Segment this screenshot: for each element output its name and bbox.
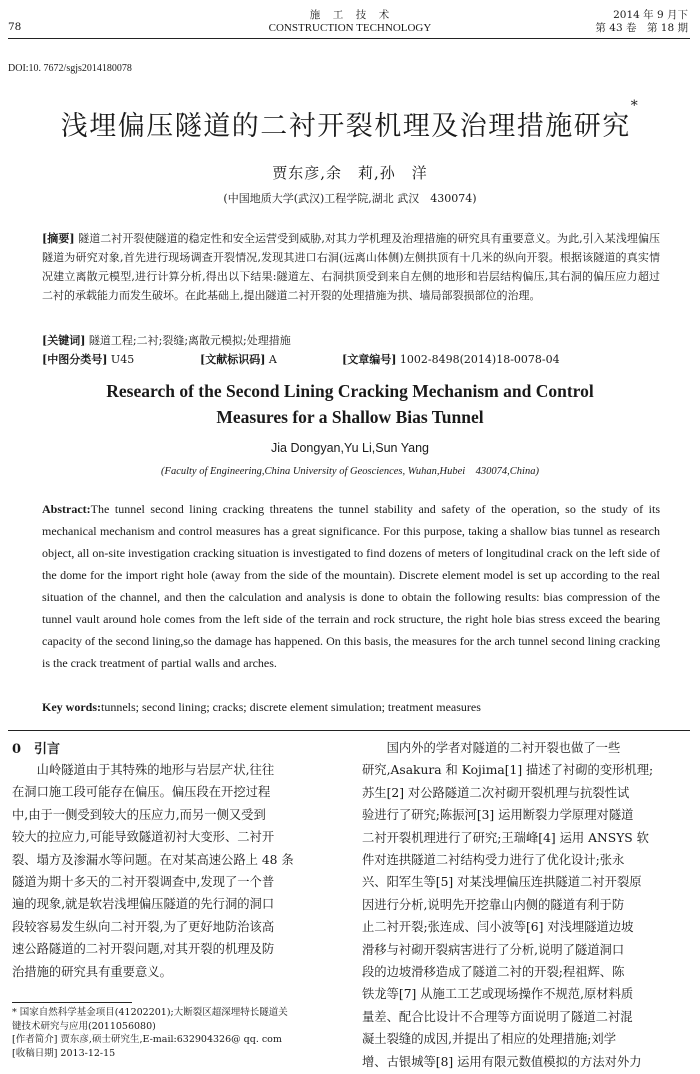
abstract-cn-label: [摘要] <box>42 232 75 245</box>
footnote-funding-cont: 键技术研究与应用(2011056080) <box>12 1020 156 1032</box>
keywords-en-text: tunnels; second lining; cracks; discrete element simulation; treatment measures <box>101 700 481 714</box>
abstract-cn <box>42 229 660 305</box>
body-line: 凝土裂缝的成因,并提出了相应的处理措施;刘学 <box>362 1032 616 1047</box>
body-line: 山岭隧道由于其特殊的地形与岩层产状,往往 <box>12 763 275 777</box>
section-heading-intro: 0 引言 <box>12 742 61 757</box>
body-line: 隧道为期十多天的二衬开裂调查中,发现了一个普 <box>12 875 275 890</box>
title-en: Research of the Second Lining Cracking Mechanism and Control Measures for a Shallow Bias Tunnel <box>106 381 594 427</box>
body-line: 件对连拱隧道二衬结构受力进行了优化设计;张永 <box>362 853 625 868</box>
body-line: 在洞口施工段可能存在偏压。偏压段在开挖过程 <box>12 785 271 800</box>
title-cn-text: 浅埋偏压隧道的二衬开裂机理及治理措施研究 <box>60 111 631 142</box>
body-line: 裂、塌方及渗漏水等问题。在对某高速公路上 48 条 <box>12 852 294 867</box>
keywords-en <box>42 696 660 718</box>
authors-cn: 贾东彦,余 莉,孙 洋 <box>272 164 428 182</box>
body-line: 验进行了研究;陈振河[3] 运用断裂力学原理对隧道 <box>362 808 634 823</box>
keywords-cn-label: [关键词] <box>42 334 86 347</box>
header-rule <box>8 38 690 39</box>
footnote-rule <box>12 1002 132 1003</box>
body-line: 止二衬开裂;张连成、闫小波等[6] 对浅埋隧道边坡 <box>362 920 634 935</box>
abstract-en <box>42 498 660 674</box>
footnote-funding: * 国家自然科学基金项目(41202201);大断裂区超深埋特长隧道关 <box>12 1007 288 1018</box>
affiliation-en: (Faculty of Engineering,China University of Geosciences, Wuhan,Hubei 430074,China) <box>161 466 539 477</box>
title-cn <box>0 98 700 143</box>
body-line: 滑移与衬砌开裂病害进行了分析,说明了隧道洞口 <box>362 942 625 957</box>
doi: DOI:10. 7672/sgjs2014180078 <box>8 63 132 74</box>
abstract-divider <box>8 730 690 731</box>
affiliation-cn: (中国地质大学(武汉)工程学院,湖北 武汉 430074) <box>223 192 477 205</box>
body-line: 段较容易发生纵向二衬开裂,为了更好地防治该高 <box>12 919 275 934</box>
journal-name-cn: 施 工 技 术 <box>309 9 391 21</box>
right-column <box>362 737 688 1073</box>
article-number-value: 1002-8498(2014)18-0078-04 <box>399 353 560 366</box>
footnote-received: [收稿日期] 2013-12-15 <box>12 1047 116 1059</box>
body-line: 较大的拉应力,可能导致隧道初衬大变形、二衬开 <box>12 830 275 845</box>
page-number: 78 <box>8 21 22 33</box>
classification-clc <box>42 350 134 369</box>
classification-doc <box>200 350 277 369</box>
title-footnote-mark: * <box>630 98 640 114</box>
footnote-author: [作者简介] 贾东彦,硕士研究生,E-mail:632904326@ qq. com <box>12 1034 282 1045</box>
clc-value: U45 <box>110 353 135 366</box>
body-line: 速公路隧道的二衬开裂问题,对其开裂的机理及防 <box>12 942 275 957</box>
body-line: 中,由于一侧受到较大的压应力,而另一侧又受到 <box>12 807 266 822</box>
classification-article <box>342 350 560 369</box>
doc-code-label: [文献标识码] <box>200 353 266 366</box>
body-line: 铁龙等[7] 从施工工艺或现场操作不规范,原材料质 <box>362 987 634 1002</box>
article-number-label: [文章编号] <box>342 353 397 366</box>
left-column <box>12 759 338 983</box>
body-line: 苏生[2] 对公路隧道二次衬砌开裂机理与抗裂性试 <box>362 785 630 800</box>
clc-label: [中图分类号] <box>42 353 108 366</box>
authors-en: Jia Dongyan,Yu Li,Sun Yang <box>271 441 429 455</box>
journal-name-en: CONSTRUCTION TECHNOLOGY <box>268 22 432 34</box>
volume-issue: 第 43 卷 第 18 期 <box>595 22 688 34</box>
keywords-en-label: Key words: <box>42 700 101 714</box>
body-line: 兴、阳军生等[5] 对某浅埋偏压连拱隧道二衬开裂原 <box>362 875 642 890</box>
keywords-cn-text: 隧道工程;二衬;裂缝;离散元模拟;处理措施 <box>88 334 291 347</box>
doc-code-value: A <box>268 353 277 366</box>
body-line: 治措施的研究具有重要意义。 <box>12 964 172 979</box>
body-line: 国内外的学者对隧道的二衬开裂也做了一些 <box>362 741 621 755</box>
body-line: 增、古银城等[8] 运用有限元数值模拟的方法对外力 <box>362 1054 642 1069</box>
abstract-cn-text: 隧道二衬开裂使隧道的稳定性和安全运营受到威胁,对其力学机理及治理措施的研究具有重要意义。为此,引入某浅埋偏压隧道为研究对象,首先进行现场调查开裂情况,发现其进口右洞(远离山体侧)左侧拱顶有十几米的纵向开裂。根据该隧道的真实情况建立离散元模型,进行计算分析,得出以下结果:隧道左、右洞拱顶受到来自左侧的地形和岩层结构偏压,其右洞的偏压应力超过二衬的承载能力而发生破坏。在此基础上,提出隧道二衬开裂的处理措施为拱、墙局部裂损部位的治理。 <box>42 232 660 302</box>
issue-date: 2014 年 9 月下 <box>613 9 688 21</box>
body-line: 量差、配合比设计不合理等方面说明了隧道二衬混 <box>362 1009 633 1024</box>
body-line: 研究,Asakura 和 Kojima[1] 描述了衬砌的变形机理; <box>362 763 654 778</box>
body-line: 因进行分析,说明先开挖靠山内侧的隧道有利于防 <box>362 897 625 912</box>
abstract-en-label: Abstract: <box>42 502 91 516</box>
keywords-cn <box>42 331 660 350</box>
body-line: 遍的现象,就是软岩浅埋偏压隧道的先行洞的洞口 <box>12 897 275 912</box>
body-line: 二衬开裂机理进行了研究;王瑞峰[4] 运用 ANSYS 软 <box>362 830 649 845</box>
footnotes <box>12 1006 342 1060</box>
body-line: 段的边坡滑移造成了隧道二衬的开裂;程祖辉、陈 <box>362 965 625 980</box>
abstract-en-text: The tunnel second lining cracking threatens the tunnel stability and safety of the operation, so the study of its mechanical mechanism and control measures has a great significance. For this purpose, taking a shallow bias tunnel as research object, all on-site investigation cracking situation is investigated to find dozens of meters of longitudinal crack on the left side of the dome for the import right hole (away from the side of the mountain). Discrete element model is set up according to the real situation of the channel, and then the calculation and analysis is done to obtain the following results: bias compression of the tunnel vault around hole comes from the left side of the terrain and rock structure, the right hole bias stress exceed the bearing capacity of the second lining,so the damage has happened. On this basis, the measures for the arch tunnel second lining cracking is the crack treatment of partial walls and arches. <box>42 502 660 670</box>
